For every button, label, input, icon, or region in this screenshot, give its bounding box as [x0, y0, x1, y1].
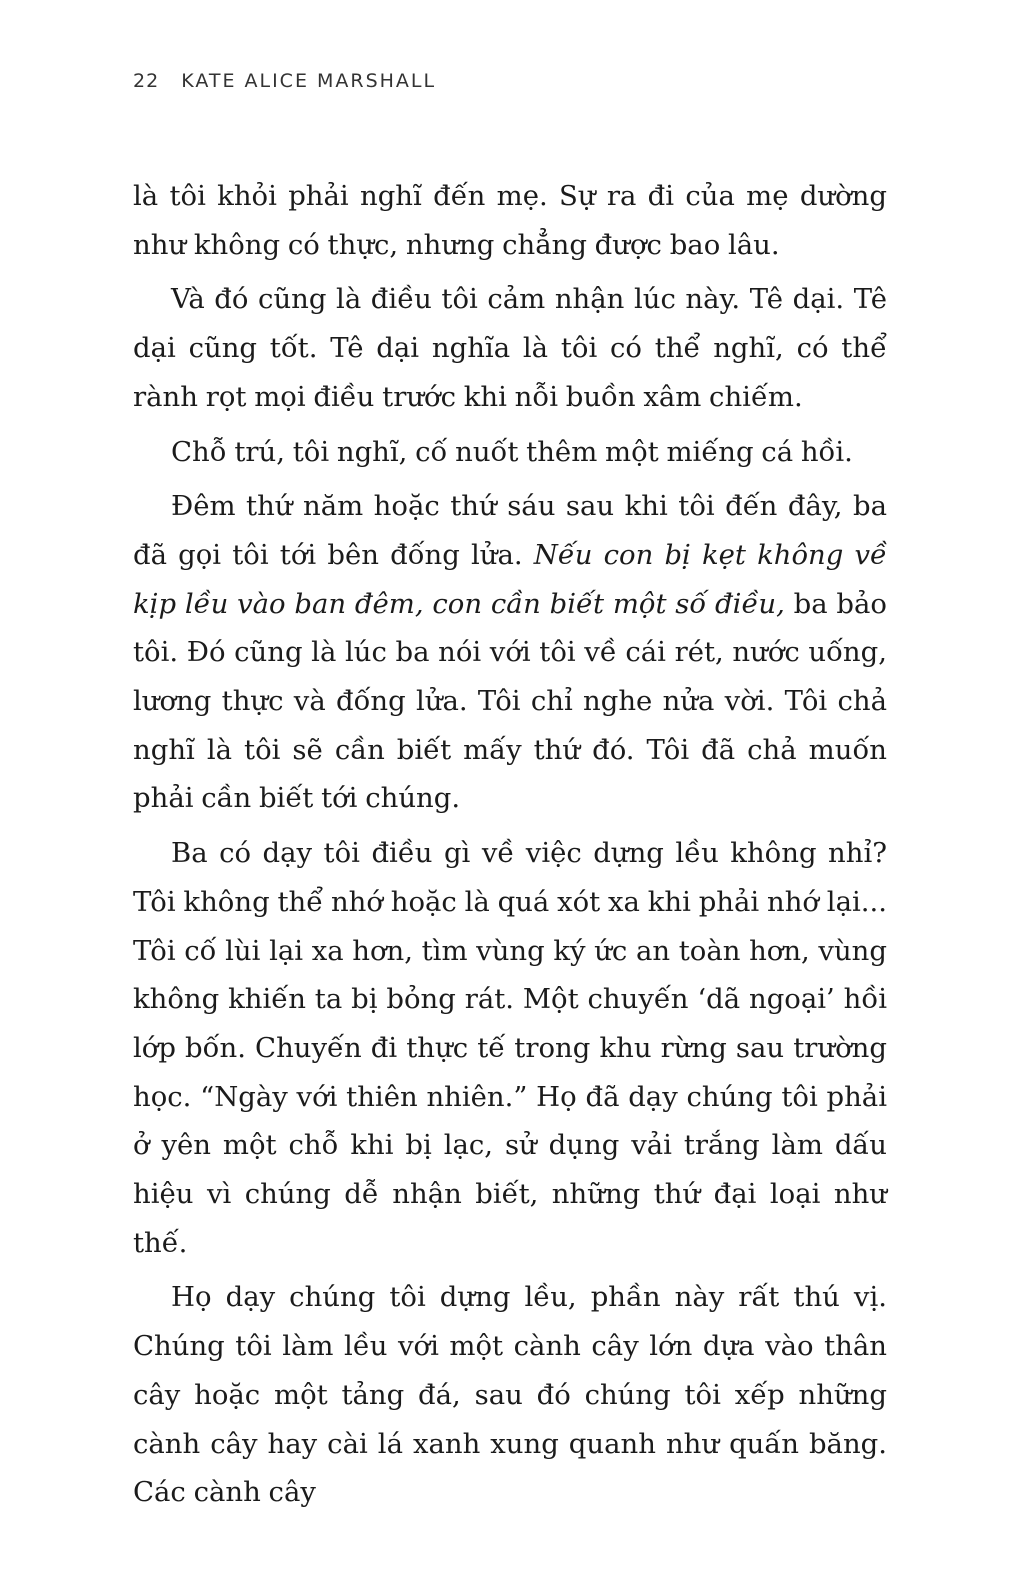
paragraph-text: Đêm thứ năm hoặc thứ sáu sau khi tôi đến đây, ba đã gọi tôi tới bên đống lửa. [133, 490, 887, 571]
paragraph-continued: là tôi khỏi phải nghĩ đến mẹ. Sự ra đi của mẹ dường như không có thực, nhưng chẳng được bao lâu. [133, 180, 887, 261]
page-number: 22 [133, 70, 160, 92]
running-head [133, 70, 436, 92]
italic-dialogue: Nếu con bị kẹt không về kịp lều vào ban đêm, con cần biết một số điều, [133, 538, 887, 620]
paragraph: Ba có dạy tôi điều gì về việc dựng lều không nhỉ? Tôi không thể nhớ hoặc là quá xót xa khi phải nhớ lại... Tôi cố lùi lại xa hơn, tìm vùng ký ức an toàn hơn, vùng không khiến ta bị bỏng rát. Một chuyến ‘dã ngoại’ hồi lớp bốn. Chuyến đi thực tế trong khu rừng sau trường học. “Ngày với thiên nhiên.” Họ đã dạy chúng tôi phải ở yên một chỗ khi bị lạc, sử dụng vải trắng làm dấu hiệu vì chúng dễ nhận biết, những thứ đại loại như thế. [133, 837, 887, 1259]
paragraph-text: ba bảo tôi. Đó cũng là lúc ba nói với tôi về cái rét, nước uống, lương thực và đống lửa. Tôi chỉ nghe nửa vời. Tôi chả nghĩ là tôi sẽ cần biết mấy thứ đó. Tôi đã chả muốn phải cần biết tới chúng. [133, 587, 887, 815]
body-text [133, 172, 887, 1523]
paragraph-with-italic [133, 482, 887, 823]
paragraph: Và đó cũng là điều tôi cảm nhận lúc này. Tê dại. Tê dại cũng tốt. Tê dại nghĩa là tôi có thể nghĩ, có thể rành rọt mọi điều trước khi nỗi buồn xâm chiếm. [133, 283, 887, 413]
paragraph: Họ dạy chúng tôi dựng lều, phần này rất thú vị. Chúng tôi làm lều với một cành cây lớn dựa vào thân cây hoặc một tảng đá, sau đó chúng tôi xếp những cành cây hay cài lá xanh xung quanh như quấn băng. Các cành cây [133, 1281, 887, 1509]
author-name: KATE ALICE MARSHALL [181, 70, 437, 92]
paragraph: Chỗ trú, tôi nghĩ, cố nuốt thêm một miếng cá hồi. [171, 435, 853, 468]
